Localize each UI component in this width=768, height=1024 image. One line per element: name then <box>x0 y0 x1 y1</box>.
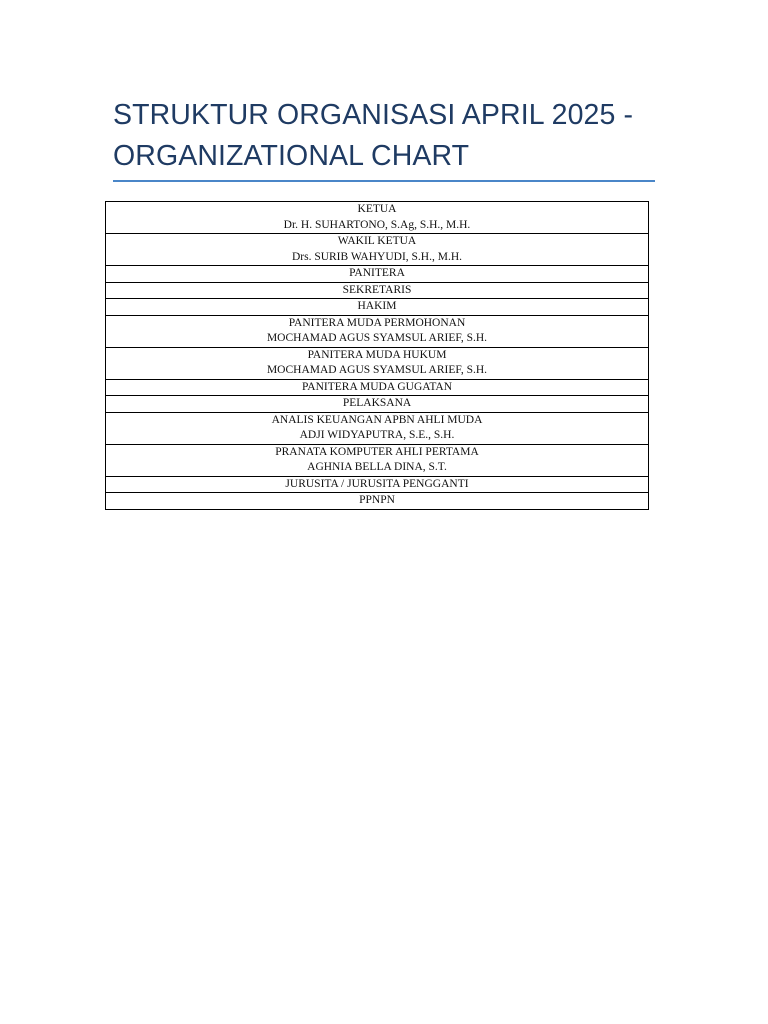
person-name: ADJI WIDYAPUTRA, S.E., S.H. <box>299 429 455 441</box>
org-chart-table <box>105 201 649 510</box>
org-cell <box>106 266 649 283</box>
table-row <box>106 234 649 266</box>
position-title: PANITERA <box>349 267 405 279</box>
org-chart-body <box>106 202 649 510</box>
org-cell <box>106 444 649 476</box>
org-cell <box>106 476 649 493</box>
org-cell <box>106 315 649 347</box>
table-row <box>106 202 649 234</box>
position-title: SEKRETARIS <box>342 283 412 296</box>
position-title: PANITERA MUDA PERMOHONAN <box>288 316 466 329</box>
org-cell <box>106 493 649 510</box>
title-underline <box>113 180 655 182</box>
org-cell <box>106 202 649 234</box>
position-title: PANITERA MUDA HUKUM <box>307 348 447 361</box>
table-row <box>106 266 649 283</box>
table-row <box>106 412 649 444</box>
position-title: PELAKSANA <box>342 397 412 409</box>
table-row <box>106 493 649 510</box>
position-title: PRANATA KOMPUTER AHLI PERTAMA <box>275 445 479 458</box>
position-title: JURUSITA / JURUSITA PENGGANTI <box>285 477 469 490</box>
position-title: HAKIM <box>357 300 397 312</box>
page-title-line-1: STRUKTUR ORGANISASI APRIL 2025 - <box>113 99 634 131</box>
page-title-line-2: ORGANIZATIONAL CHART <box>113 140 470 172</box>
table-row <box>106 315 649 347</box>
table-row <box>106 379 649 396</box>
table-row <box>106 299 649 316</box>
org-cell <box>106 412 649 444</box>
table-row <box>106 444 649 476</box>
table-row <box>106 396 649 413</box>
table-row <box>106 347 649 379</box>
table-row <box>106 476 649 493</box>
person-name: Drs. SURIB WAHYUDI, S.H., M.H. <box>291 250 463 263</box>
org-cell <box>106 299 649 316</box>
position-title: WAKIL KETUA <box>337 235 417 247</box>
org-cell <box>106 282 649 299</box>
person-name: MOCHAMAD AGUS SYAMSUL ARIEF, S.H. <box>266 364 488 376</box>
position-title: ANALIS KEUANGAN APBN AHLI MUDA <box>271 413 483 426</box>
position-title: PPNPN <box>359 494 395 506</box>
page-title <box>113 95 673 177</box>
org-cell <box>106 234 649 266</box>
table-row <box>106 282 649 299</box>
org-cell <box>106 396 649 413</box>
org-cell <box>106 379 649 396</box>
person-name: AGHNIA BELLA DINA, S.T. <box>307 461 447 473</box>
org-cell <box>106 347 649 379</box>
person-name: MOCHAMAD AGUS SYAMSUL ARIEF, S.H. <box>266 332 488 344</box>
position-title: PANITERA MUDA GUGATAN <box>301 380 453 393</box>
person-name: Dr. H. SUHARTONO, S.Ag, S.H., M.H. <box>283 218 471 231</box>
position-title: KETUA <box>357 203 397 215</box>
